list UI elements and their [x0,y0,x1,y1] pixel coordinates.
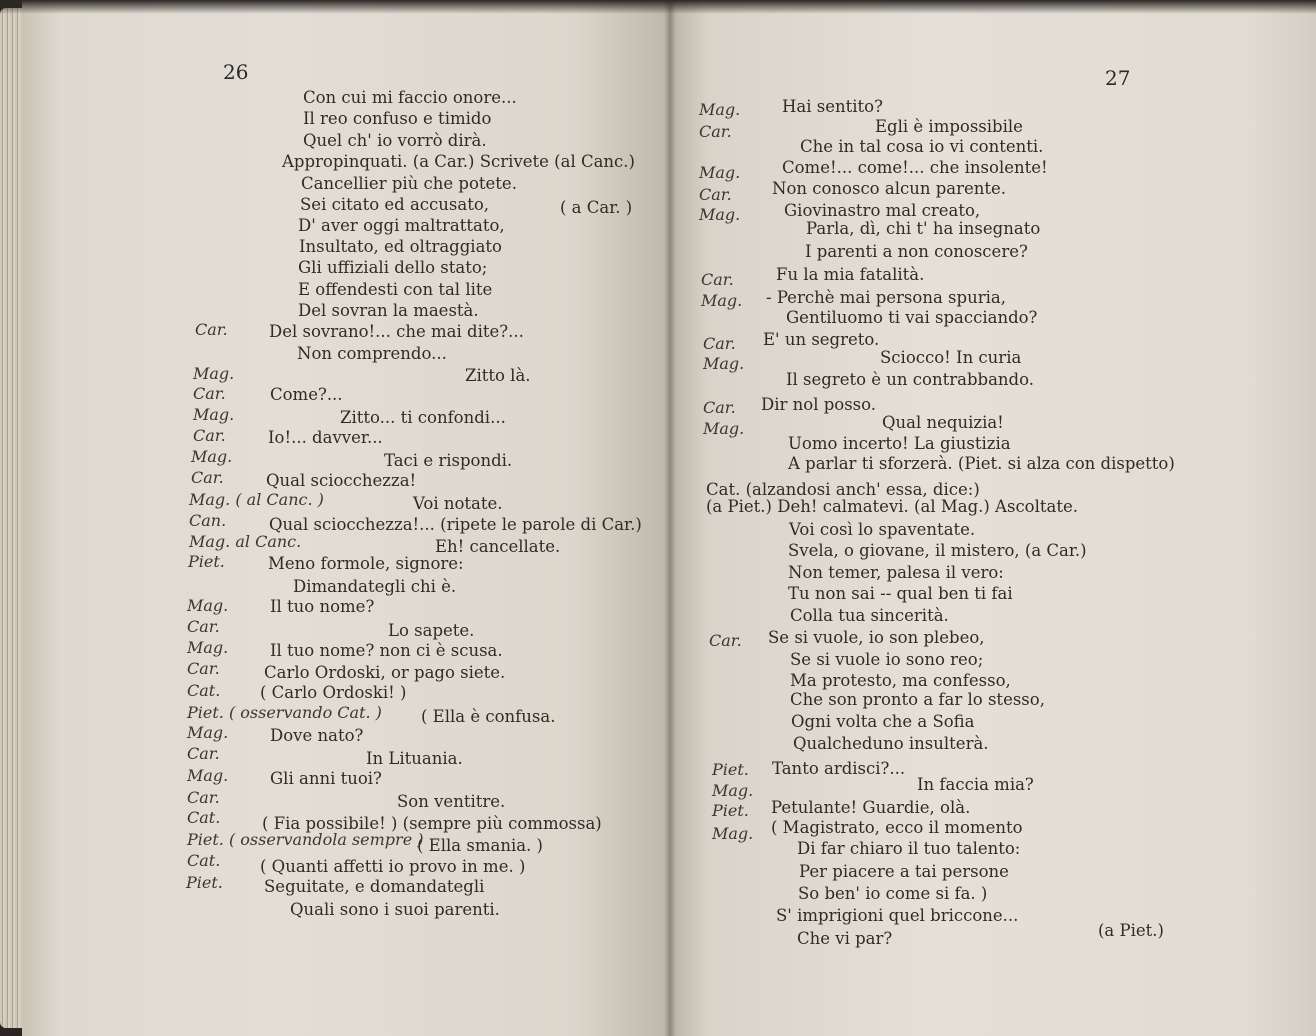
text-line: Qual nequizia! [882,413,1004,432]
speaker-label: Car. [187,744,220,763]
text-line: ( Ella è confusa. [421,707,556,726]
speaker-label: Mag. [699,163,741,182]
speaker-label: Car. [193,384,226,403]
speaker-label: Mag. [699,100,741,119]
speaker-label: Piet. ( osservandola sempre ) [187,830,424,849]
text-line: ( Magistrato, ecco il momento [771,818,1023,837]
text-line: Non temer, palesa il vero: [788,563,1004,582]
text-line: S' imprigioni quel briccone... [776,906,1019,925]
text-line: ( Carlo Ordoski! ) [260,683,407,702]
speaker-label: Cat. [187,808,221,827]
speaker-label: Mag. [703,419,745,438]
page-number: 27 [1105,66,1131,90]
text-line: Parla, dì, chi t' ha insegnato [806,219,1041,238]
text-line: Zitto là. [465,366,531,385]
text-line: Con cui mi faccio onore... [303,88,517,107]
text-line: Meno formole, signore: [268,554,464,573]
speaker-label: Mag. [193,405,235,424]
speaker-label: Car. [709,631,742,650]
text-line: Zitto... ti confondi... [340,408,506,427]
speaker-label: Mag. [703,354,745,373]
text-line: Che son pronto a far lo stesso, [790,690,1045,709]
text-line: Sciocco! In curia [880,348,1022,367]
text-line: - Perchè mai persona spuria, [766,288,1006,307]
text-line: In Lituania. [366,749,463,768]
speaker-label: Car. [187,659,220,678]
text-line: Cat. (alzandosi anch' essa, dice:) [706,480,980,499]
text-line: Petulante! Guardie, olà. [771,798,971,817]
text-line: Lo sapete. [388,621,475,640]
speaker-label: Car. [191,468,224,487]
text-line: Insultato, ed oltraggiato [299,237,502,256]
speaker-label: Mag. [191,447,233,466]
text-line: Come!... come!... che insolente! [782,158,1048,177]
speaker-label: Car. [187,617,220,636]
speaker-label: Mag. [712,824,754,843]
speaker-label: Mag. [701,291,743,310]
text-line: Hai sentito? [782,97,883,116]
text-line: Seguitate, e domandategli [264,877,485,896]
text-line: Gentiluomo ti vai spacciando? [786,308,1038,327]
top-shadow [0,0,1316,14]
speaker-label: Mag. al Canc. [189,532,302,551]
text-line: E offendesti con tal lite [298,280,493,299]
speaker-label: Car. [193,426,226,445]
text-line: Per piacere a tai persone [799,862,1009,881]
text-line: Carlo Ordoski, or pago siete. [264,663,506,682]
text-line: Egli è impossibile [875,117,1023,136]
speaker-label: Car. [187,788,220,807]
text-line: Il reo confuso e timido [303,109,492,128]
text-line: ( Ella smania. ) [417,836,543,855]
speaker-label: Piet. [712,801,749,820]
speaker-label: Car. [703,334,736,353]
text-line: Gli anni tuoi? [270,769,382,788]
text-line: Tu non sai -- qual ben ti fai [788,584,1013,603]
text-line: Fu la mia fatalità. [776,265,925,284]
text-line: Son ventitre. [397,792,506,811]
text-line: (a Piet.) [1098,921,1164,940]
text-line: Dir nol posso. [761,395,877,414]
text-line: Dove nato? [270,726,364,745]
text-line: Non conosco alcun parente. [772,179,1007,198]
speaker-label: Mag. ( al Canc. ) [189,490,324,509]
text-line: I parenti a non conoscere? [805,242,1028,261]
text-line: Qual sciocchezza!... (ripete le parole di Car.) [269,515,642,534]
book-gutter [664,0,676,1036]
text-line: Ogni volta che a Sofia [791,712,975,731]
speaker-label: Mag. [712,781,754,800]
text-line: Il tuo nome? non ci è scusa. [270,641,503,660]
text-line: Eh! cancellate. [435,537,561,556]
text-line: Tanto ardisci?... [772,759,906,778]
speaker-label: Mag. [187,766,229,785]
text-line: Taci e rispondi. [384,451,513,470]
text-line: Qualcheduno insulterà. [793,734,989,753]
text-line: Come?... [270,385,343,404]
text-line: Se si vuole io sono reo; [790,650,984,669]
text-line: Giovinastro mal creato, [784,201,981,220]
text-line: Di far chiaro il tuo talento: [797,839,1021,858]
text-line: Quel ch' io vorrò dirà. [303,131,487,150]
text-line: Che in tal cosa io vi contenti. [800,137,1044,156]
speaker-label: Piet. [186,873,223,892]
speaker-label: Mag. [187,596,229,615]
text-line: Gli uffiziali dello stato; [298,258,488,277]
text-line: Svela, o giovane, il mistero, (a Car.) [788,541,1087,560]
text-line: A parlar ti sforzerà. (Piet. si alza con dispetto) [788,454,1175,473]
speaker-label: Car. [703,398,736,417]
speaker-label: Mag. [187,638,229,657]
text-line: Del sovrano!... che mai dite?... [269,322,524,341]
text-line: Voi notate. [413,494,503,513]
speaker-label: Cat. [187,851,221,870]
speaker-label: Piet. [712,760,749,779]
text-line: Il tuo nome? [270,597,375,616]
right-page [670,0,1316,1036]
text-line: In faccia mia? [917,775,1034,794]
text-line: Sei citato ed accusato, [300,195,490,214]
text-line: So ben' io come si fa. ) [798,884,988,903]
text-line: Voi così lo spaventate. [789,520,976,539]
text-line: ( Quanti affetti io provo in me. ) [260,857,526,876]
text-line: Del sovran la maestà. [298,301,479,320]
text-line: Appropinquati. (a Car.) Scrivete (al Canc.) [282,152,635,171]
text-line: Che vi par? [797,929,893,948]
speaker-label: Car. [701,270,734,289]
text-line: Io!... davver... [268,428,383,447]
text-line: (a Piet.) Deh! calmatevi. (al Mag.) Ascoltate. [706,497,1078,516]
text-line: Quali sono i suoi parenti. [290,900,500,919]
speaker-label: Car. [195,320,228,339]
text-line: ( Fia possibile! ) (sempre più commossa) [262,814,602,833]
text-line: ( a Car. ) [560,198,633,217]
text-line: Dimandategli chi è. [293,577,457,596]
text-line: Il segreto è un contrabbando. [786,370,1034,389]
text-line: Se si vuole, io son plebeo, [768,628,985,647]
text-line: Non comprendo... [297,344,447,363]
text-line: Ma protesto, ma confesso, [790,671,1011,690]
speaker-label: Cat. [187,681,221,700]
speaker-label: Car. [699,185,732,204]
page-number: 26 [223,60,249,84]
text-line: D' aver oggi maltrattato, [298,216,505,235]
speaker-label: Mag. [187,723,229,742]
text-line: Uomo incerto! La giustizia [788,434,1011,453]
left-page [22,0,670,1036]
speaker-label: Car. [699,122,732,141]
speaker-label: Mag. [193,364,235,383]
speaker-label: Can. [189,511,227,530]
speaker-label: Piet. [188,552,225,571]
text-line: Colla tua sincerità. [790,606,949,625]
text-line: Qual sciocchezza! [266,471,417,490]
text-line: Cancellier più che potete. [301,174,517,193]
speaker-label: Piet. ( osservando Cat. ) [187,703,382,722]
text-line: E' un segreto. [763,330,880,349]
speaker-label: Mag. [699,205,741,224]
